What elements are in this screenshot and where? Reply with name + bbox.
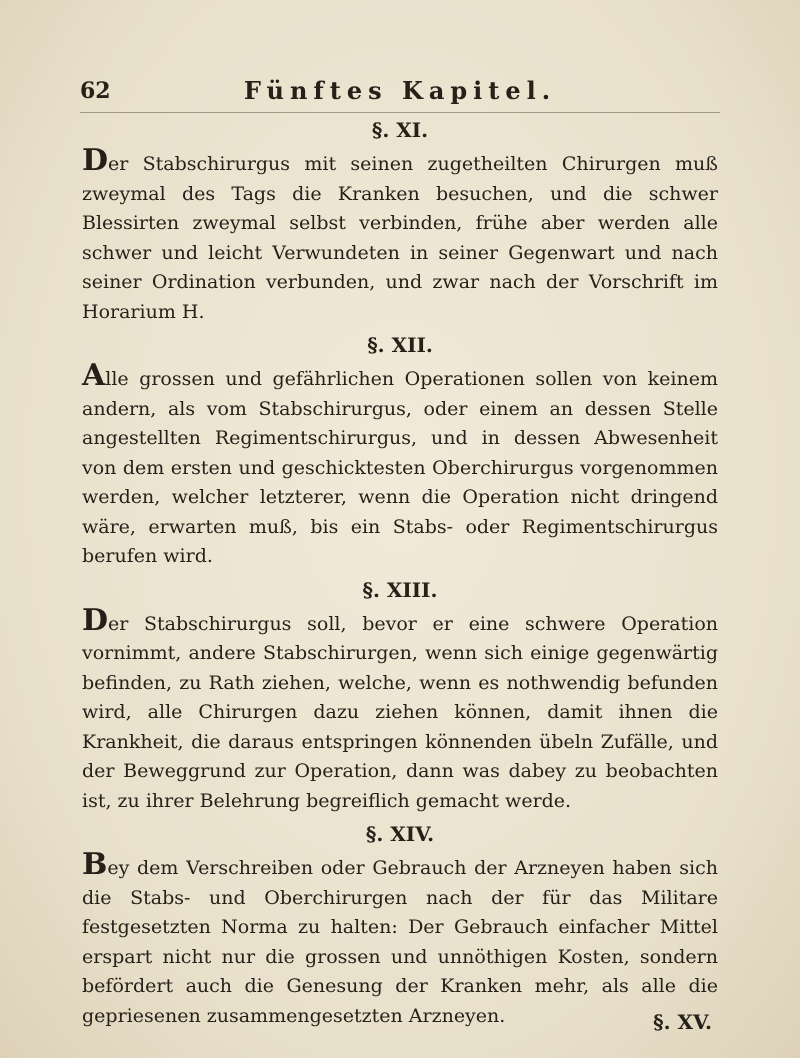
section-13 [82, 578, 718, 817]
catchword: §. XV. [653, 1010, 712, 1034]
section-text: Alle grossen und gefährlichen Operationen sollen von keinem andern, als vom Stabschirurgus, oder einem an dessen Stelle angestellten Regimentschirurgus, und in dessen Abwesenheit von dem ersten und geschicktesten Oberchirurgus vorgenommen werden, welcher letzterer, wenn die Operation nicht dringend wäre, erwarten muß, bis ein Stabs- oder Regimentschirurgus berufen wird. [82, 358, 718, 567]
section-heading: §. XI. [371, 118, 429, 142]
page-number: 62 [80, 78, 111, 104]
section-heading: §. XIII. [362, 577, 438, 602]
section-heading: §. XIV. [365, 822, 435, 846]
section-heading: §. XII. [367, 333, 433, 357]
page-header [80, 72, 720, 108]
running-title: Fünftes Kapitel. [243, 76, 557, 105]
header-rule [80, 112, 720, 113]
section-11 [82, 118, 718, 327]
section-text: Der Stabschirurgus mit seinen zugetheilten Chirurgen muß zweymal des Tags die Kranken besuchen, und die schwer Blessirten zweymal selbst verbinden, frühe aber werden alle schwer und leicht Verwundeten in seiner Gegenwart und nach seiner Ordination verbunden, und zwar nach der Vorschrift im Horarium H. [82, 143, 718, 323]
section-text: Der Stabschirurgus soll, bevor er eine schwere Operation vornimmt, andere Stabschirurgen, wenn sich einige gegenwärtig befinden, zu Rath ziehen, welche, wenn es nothwendig befunden wird, alle Chirurgen dazu ziehen können, damit ihnen die Krankheit, die daraus entspringen könnenden übeln Zufälle, und der Beweggrund zur Operation, dann was dabey zu beobachten ist, zu ihrer Belehrung begreiflich gemacht werde. [82, 602, 718, 812]
section-12 [82, 333, 718, 572]
section-14 [82, 822, 718, 1031]
section-text: Bey dem Verschreiben oder Gebrauch der Arzneyen haben sich die Stabs- und Oberchirurgen nach der für das Militare festgesetzten Norma zu halten: Der Gebrauch einfacher Mittel erspart nicht nur die grossen und unnöthigen Kosten, sondern befördert auch die Genesung der Kranken mehr, als alle die gepriesenen zusammengesetzten Arzneyen. [82, 847, 718, 1027]
page-body [82, 118, 718, 1037]
